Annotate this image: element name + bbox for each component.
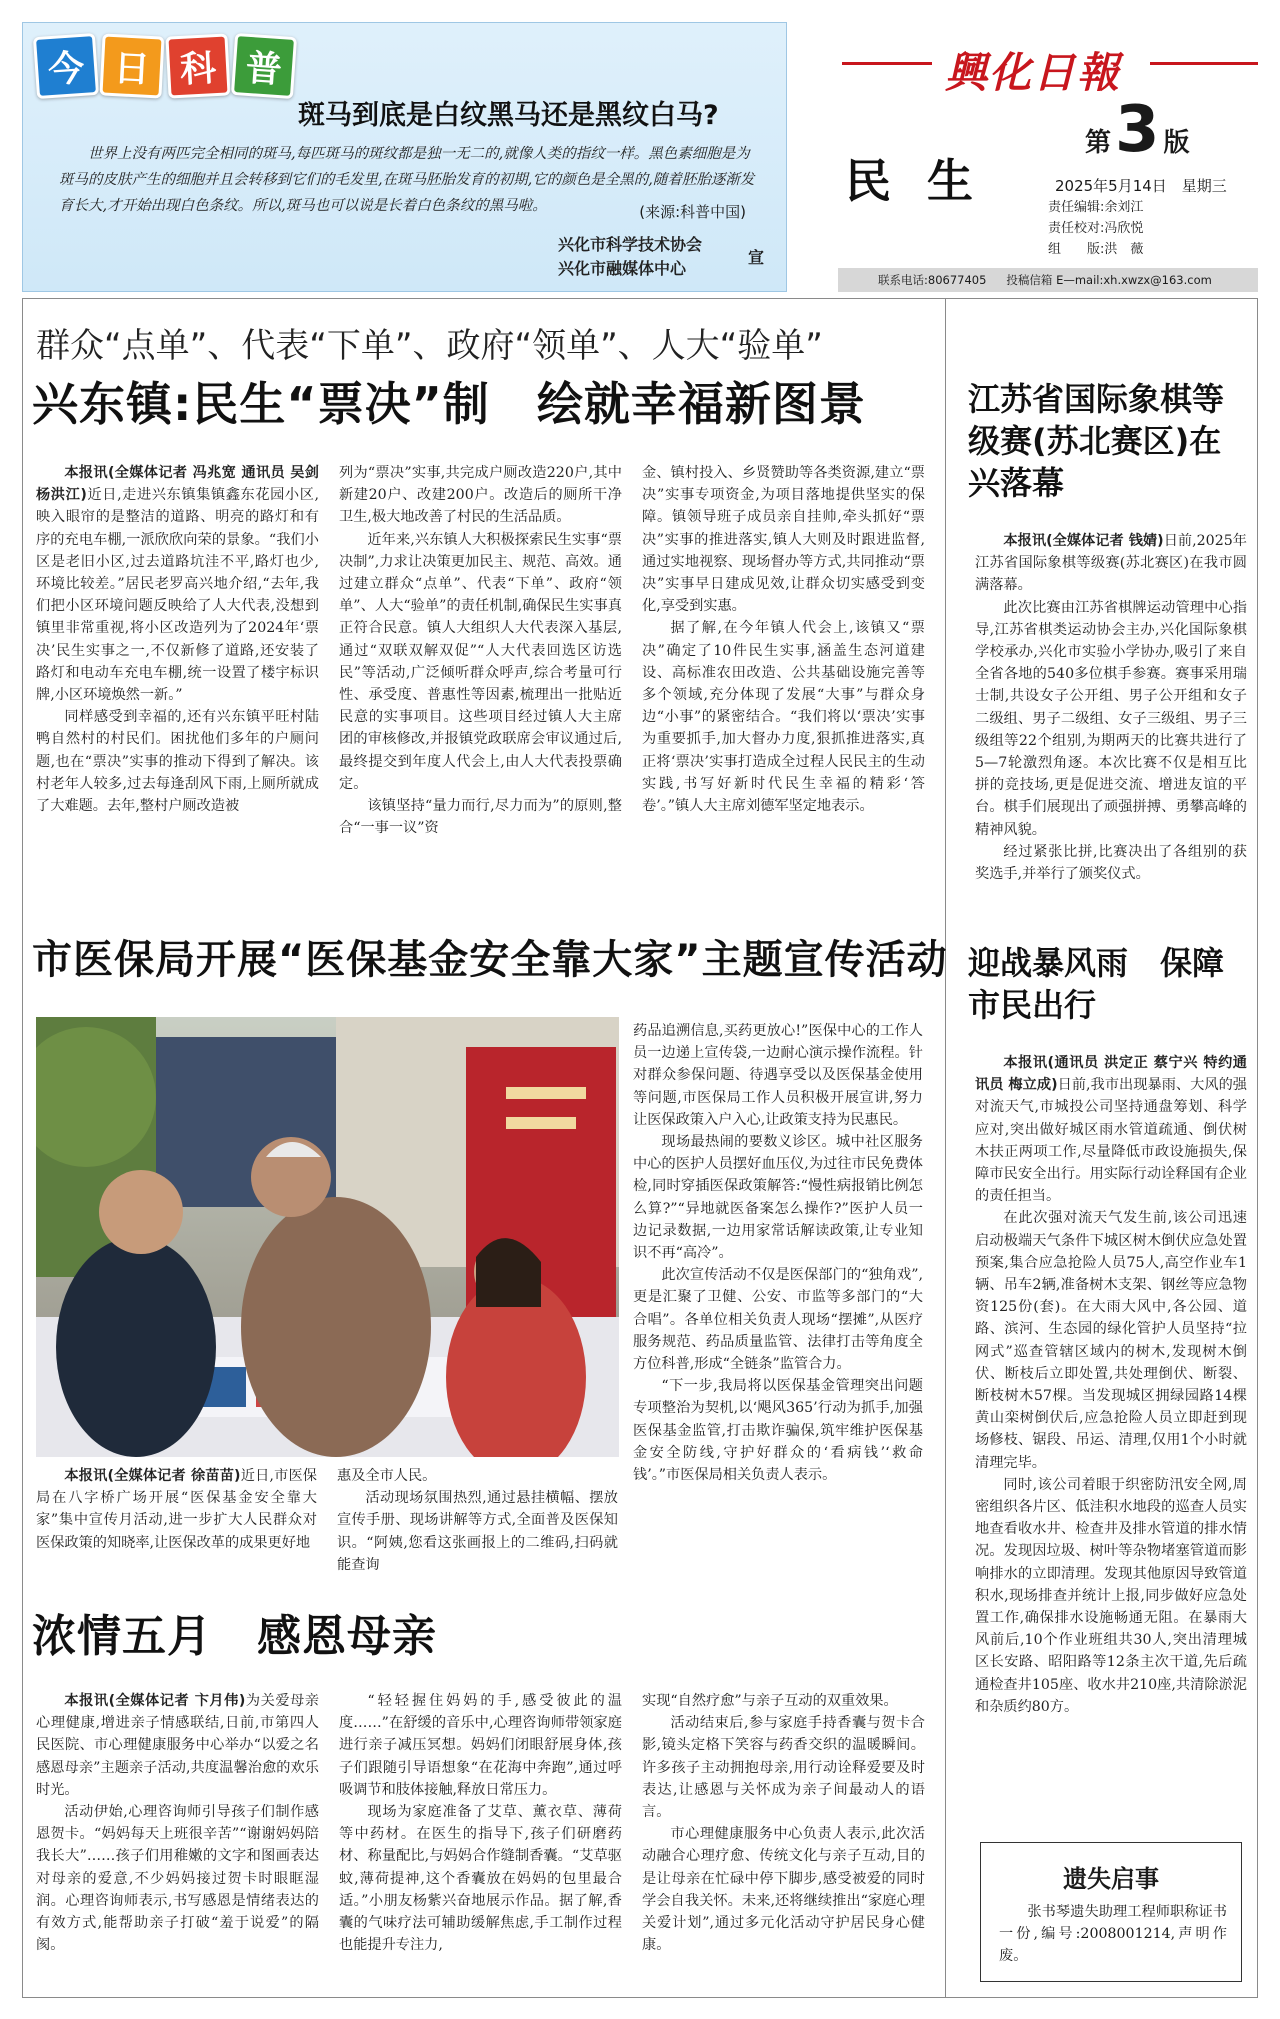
contact-bar	[838, 268, 1258, 292]
article1-body	[36, 462, 926, 902]
paragraph: 近年来,兴东镇人大积极探索民生实事“票决制”,力求让决策更加民主、规范、高效。通过建立群众“点单”、代表“下单”、政府“领单”、人大“验单”的责任机制,确保民生实事真正符合民意。镇人大组织人大代表深入基层,通过“双联双解双促”“人大代表回选区访选民”等活动,广泛倾听群众呼声,综合考量可行性、承受度、普惠性等因素,梳理出一批贴近民意的实事项目。这些项目经过镇人大主席团的审核修改,并报镇党政联席会审议通过后,最终提交到年度人代会上,由人大代表投票确定。	[339, 531, 622, 792]
science-xuan: 宣	[748, 248, 765, 267]
paragraph-text: 日前,2025年江苏省国际象棋等级赛(苏北赛区)在我市圆满落幕。	[975, 533, 1247, 594]
paragraph: 金、镇村投入、乡贤赞助等各类资源,建立“票决”实事专项资金,为项目落地提供坚实的保障。镇领导班子成员亲自挂帅,牵头抓好“票决”实事的推进落实,镇人大则及时跟进监督,通过实地视察、现场督办等方式,共同推动“票决”实事早日建成见效,让群众切实感受到变化,享受到实惠。	[642, 465, 925, 615]
paragraph: 市心理健康服务中心负责人表示,此次活动融合心理疗愈、传统文化与亲子互动,目的是让母亲在忙碌中停下脚步,感受被爱的同时学会自我关怀。未来,还将继续推出“家庭心理关爱计划”,通过多元化活动守护居民身心健康。	[642, 1826, 925, 1954]
paragraph: 现场为家庭准备了艾草、薰衣草、薄荷等中药材。在医生的指导下,孩子们研磨药材、称量配比,与妈妈合作缝制香囊。“艾草驱蚊,薄荷提神,这个香囊放在妈妈的包里最合适。”小朋友杨紫兴奋地展示作品。据了解,香囊的气味疗法可辅助缓解焦虑,手工制作过程也能提升专注力,	[339, 1804, 622, 1954]
paragraph: 该镇坚持“量力而行,尽力而为”的原则,整合“一事一议”资	[339, 798, 622, 837]
paragraph-text: 近日,走进兴东镇集镇鑫东花园小区,映入眼帘的是整洁的道路、明亮的路灯和有序的充电车棚,一派欣欣向荣的景象。“我们小区是老旧小区,过去道路坑洼不平,路灯也少,环境比较差。”居民老罗高兴地介绍,“去年,我们把小区环境问题反映给了人大代表,没想到镇里非常重视,将小区改造列为了2024年‘票决’民生实事之一,不仅新修了道路,还安装了路灯和电动车充电车棚,统一设置了楼宇标识牌,小区环境焕然一新。”	[36, 487, 320, 704]
article3-col	[642, 1690, 925, 1990]
newspaper-logo: 興化日報	[945, 48, 1122, 97]
paragraph	[36, 1465, 317, 1554]
contact-email: 投稿信箱 E—mail:xh.xwzx@163.com	[1006, 273, 1212, 287]
science-logo	[35, 35, 295, 97]
org-line: 兴化市科学技术协会	[558, 235, 703, 254]
contact-phone: 联系电话:80677405	[878, 273, 987, 287]
notice-body: 张书琴遗失助理工程师职称证书一份,编号:2008001214,声明作废。	[999, 1904, 1227, 1964]
logo-char: 科	[165, 33, 230, 98]
paragraph	[36, 1690, 319, 1801]
article1-col	[642, 462, 925, 902]
article1-kicker: 群众“点单”、代表“下单”、政府“领单”、人大“验单”	[36, 326, 823, 366]
article2-col	[337, 1465, 618, 1580]
paragraph: 此次比赛由江苏省棋牌运动管理中心指导,江苏省棋类运动协会主办,兴化国际象棋学校承办,兴化市实验小学协办,吸引了来自全省各地的540多位棋手参赛。赛事采用瑞士制,共设女子公开组、男子公开组和女子二级组、男子二级组、女子三级组、男子三级组等22个组别,为期两天的比赛共进行了5—7轮激烈角逐。本次比赛不仅是相互比拼的竞技场,更是促进交流、增进友谊的平台。棋手们展现出了顽强拼搏、勇攀高峰的精神风貌。	[975, 599, 1247, 838]
issue-date: 2025年5月14日 星期三	[1055, 177, 1227, 195]
lost-notice	[980, 1842, 1242, 1982]
paragraph: 同时,该公司着眼于织密防汛安全网,周密组织各片区、低洼积水地段的巡查人员实地查看收水井、检查井及排水管道的排水情况。发现因垃圾、树叶等杂物堵塞管道而影响排水的立即清理。发现其他原因导致管道积水,现场排查并统计上报,同步做好应急处置工作,确保排水设施畅通无阻。在暴雨大风前后,10个作业班组共30人,突出清理城区长安路、昭阳路等12条主次干道,先后疏通检查井105座、收水井210座,共清除淤泥和杂质约80方。	[975, 1476, 1247, 1715]
right2-title: 迎战暴风雨 保障市民出行	[968, 944, 1225, 1024]
paragraph-text: 日前,我市出现暴雨、大风的强对流天气,市城投公司坚持通盘筹划、科学应对,突出做好城区雨水管道疏通、倒伏树木扶正两项工作,尽量降低市政设施损失,保障市民安全出行。用实际行动诠释国有企业的责任担当。	[975, 1077, 1247, 1205]
paragraph: 经过紧张比拼,比赛决出了各组别的获奖选手,并举行了颁奖仪式。	[975, 843, 1247, 883]
org-line: 兴化市融媒体中心	[558, 259, 687, 278]
logo-char: 日	[99, 33, 164, 98]
article2-col	[633, 1020, 923, 1486]
paragraph	[975, 1052, 1247, 1207]
science-banner	[22, 22, 787, 292]
paragraph-text: 为关爱母亲心理健康,增进亲子情感联结,日前,市第四人民医院、市心理健康服务中心举办“以爱之名 感恩母亲”主题亲子活动,共度温馨治愈的欢乐时光。	[36, 1693, 319, 1798]
paragraph: 实现“自然疗愈”与亲子互动的双重效果。	[642, 1693, 898, 1709]
paragraph: 惠及全市人民。	[337, 1468, 437, 1484]
paragraph: 现场最热闹的要数义诊区。城中社区服务中心的医护人员摆好血压仪,为过往市民免费体检,同时穿插医保政策解答:“慢性病报销比例怎么算?”“异地就医备案怎么操作?”医护人员一边记录数据,一边用家常话解读政策,让专业知识不再“高冷”。	[633, 1134, 923, 1262]
paragraph	[975, 530, 1247, 597]
paragraph: 列为“票决”实事,共完成户厕改造220户,其中新建20户、改建200户。改造后的厕所干净卫生,极大地改善了村民的生活品质。	[339, 465, 622, 526]
right1-col	[975, 530, 1247, 885]
column-divider	[945, 298, 946, 1998]
edition-suffix: 版	[1163, 128, 1190, 158]
edition-num: 3	[1115, 93, 1160, 167]
layout-line: 组 版:洪 薇	[1048, 242, 1144, 257]
article3-col	[339, 1690, 622, 1990]
proofreader-line: 责任校对:冯欣悦	[1048, 221, 1144, 236]
article1-col	[36, 462, 319, 902]
paragraph: 在此次强对流天气发生前,该公司迅速启动极端天气条件下城区树木倒伏应急处置预案,集合应急抢险人员75人,高空作业车1辆、吊车2辆,准备树木支架、钢丝等应急物资125份(套)。在大雨大风中,各公园、道路、滨河、生态园的绿化管护人员坚持“拉网式”巡查管辖区域内的树木,发现树木倒伏、断枝后立即处置,共处理倒伏、断裂、断枝树木57棵。当发现城区拥绿园路14棵黄山栾树倒伏后,应急抢险人员立即赶到现场修枝、锯段、吊运、清理,仅用1个小时就清理完毕。	[975, 1210, 1247, 1471]
logo-char: 今	[33, 33, 99, 99]
science-source: (来源:科普中国)	[639, 203, 746, 221]
article3-col	[36, 1690, 319, 1990]
paragraph: “轻轻握住妈妈的手,感受彼此的温度……”在舒缓的音乐中,心理咨询师带领家庭进行亲子减压冥想。妈妈们闭眼舒展身体,孩子们跟随引导语想象“在花海中奔跑”,通过呼吸调节和肢体接触,释放日常压力。	[339, 1693, 622, 1798]
article2-bottom	[36, 1465, 619, 1580]
byline: 本报讯(全媒体记者 徐苗苗)	[64, 1468, 241, 1484]
article2-col	[36, 1465, 317, 1580]
edition-number	[1085, 93, 1190, 167]
paragraph: 同样感受到幸福的,还有兴东镇平旺村陆鸭自然村的村民们。困扰他们多年的户厕问题,也在“票决”实事的推动下得到了解决。该村老年人较多,过去每逢刮风下雨,上厕所就成了大难题。去年,整村户厕改造被	[36, 709, 319, 815]
paragraph: 活动结束后,参与家庭手持香囊与贺卡合影,镜头定格下笑容与药香交织的温暖瞬间。许多孩子主动拥抱母亲,用行动诠释爱要及时表达,让感恩与关怀成为亲子间最动人的语言。	[642, 1715, 925, 1821]
paragraph: 据了解,在今年镇人代会上,该镇又“票决”确定了10件民生实事,涵盖生态河道建设、高标准农田改造、公共基础设施完善等多个领域,充分体现了发展“大事”与群众身边“小事”的紧密结合。“我们将以‘票决’实事为重要抓手,加大督办力度,狠抓推进落实,真正将‘票决’实事打造成全过程人民民主的生动实践,书写好新时代民生幸福的精彩‘答卷’。”镇人大主席刘德军坚定地表示。	[642, 620, 925, 815]
byline: 本报讯(通讯员 洪定正 蔡宁兴 特约通讯员 梅立成)	[975, 1055, 1247, 1094]
logo-char: 普	[231, 33, 297, 99]
right2-col	[975, 1052, 1247, 1718]
masthead-line-right	[1150, 62, 1258, 65]
masthead-line-left	[842, 62, 932, 65]
editor-credits	[1048, 197, 1143, 260]
right2-body	[975, 1052, 1247, 1742]
paragraph: “下一步,我局将以医保基金管理突出问题专项整治为契机,以‘飓风365’行动为抓手,加强医保基金监管,打击欺诈骗保,筑牢维护医保基金安全防线,守护好群众的‘看病钱’‘救命钱’。”市医保局相关负责人表示。	[633, 1378, 923, 1484]
right1-body	[975, 530, 1247, 930]
science-title: 斑马到底是白纹黑马还是黑纹白马?	[298, 100, 719, 131]
editor-line: 责任编辑:余刘江	[1048, 200, 1144, 215]
byline: 本报讯(全媒体记者 冯兆宽 通讯员 吴剑 杨洪江)	[36, 465, 319, 504]
byline: 本报讯(全媒体记者 卞月伟)	[64, 1693, 246, 1709]
edition-prefix: 第	[1085, 128, 1112, 158]
section-name: 民生	[845, 154, 1009, 208]
paragraph: 活动现场氛围热烈,通过悬挂横幅、摆放宣传手册、现场讲解等方式,全面普及医保知识。“阿姨,您看这张画报上的二维码,扫码就能查询	[337, 1490, 618, 1573]
article2-title: 市医保局开展“医保基金安全靠大家”主题宣传活动	[32, 937, 948, 983]
article2-right-col	[633, 1020, 923, 1575]
article3-body	[36, 1690, 926, 1990]
article1-title: 兴东镇:民生“票决”制 绘就幸福新图景	[32, 377, 866, 431]
paragraph: 此次宣传活动不仅是医保部门的“独角戏”,更是汇聚了卫健、公安、市监等多部门的“大合唱”。各单位相关负责人现场“摆摊”,从医疗服务规范、药品质量监管、法律打击等角度全方位科普,形成“全链条”监管合力。	[633, 1267, 923, 1373]
paragraph-text: 近日,市医保局在八字桥广场开展“医保基金安全靠大家”集中宣传月活动,进一步扩大人民群众对医保政策的知晓率,让医保改革的成果更好地	[36, 1468, 317, 1551]
notice-title: 遗失启事	[1063, 1865, 1159, 1893]
paragraph: 活动伊始,心理咨询师引导孩子们制作感恩贺卡。“妈妈每天上班很辛苦”“谢谢妈妈陪我长大”……孩子们用稚嫩的文字和图画表达对母亲的爱意,不少妈妈接过贺卡时眼眶湿润。心理咨询师表示,书写感恩是情绪表达的有效方式,能帮助亲子打破“羞于说爱”的隔阂。	[36, 1804, 319, 1954]
article1-col	[339, 462, 622, 902]
right1-title: 江苏省国际象棋等级赛(苏北赛区)在兴落幕	[968, 380, 1225, 502]
article3-title: 浓情五月 感恩母亲	[32, 1611, 437, 1662]
event-photo	[36, 1017, 619, 1457]
byline: 本报讯(全媒体记者 钱婧)	[1003, 533, 1164, 549]
paragraph: 药品追溯信息,买药更放心!”医保中心的工作人员一边递上宣传袋,一边耐心演示操作流程。针对群众参保问题、待遇享受以及医保基金使用等问题,市医保局工作人员积极开展宣讲,努力让医保政策入户入心,让政策支持为民惠民。	[633, 1023, 923, 1128]
paragraph	[36, 462, 319, 706]
science-body: 世界上没有两匹完全相同的斑马,每匹斑马的斑纹都是独一无二的,就像人类的指纹一样。黑色素细胞是为斑马的皮肤产生的细胞并且会转移到它们的毛发里,在斑马胚胎发育的初期,它的颜色是全黑的,随着胚胎逐渐发育长大,才开始出现白色条纹。所以,斑马也可以说是长着白色条纹的黑马啦。	[59, 146, 755, 214]
science-org	[558, 233, 702, 281]
